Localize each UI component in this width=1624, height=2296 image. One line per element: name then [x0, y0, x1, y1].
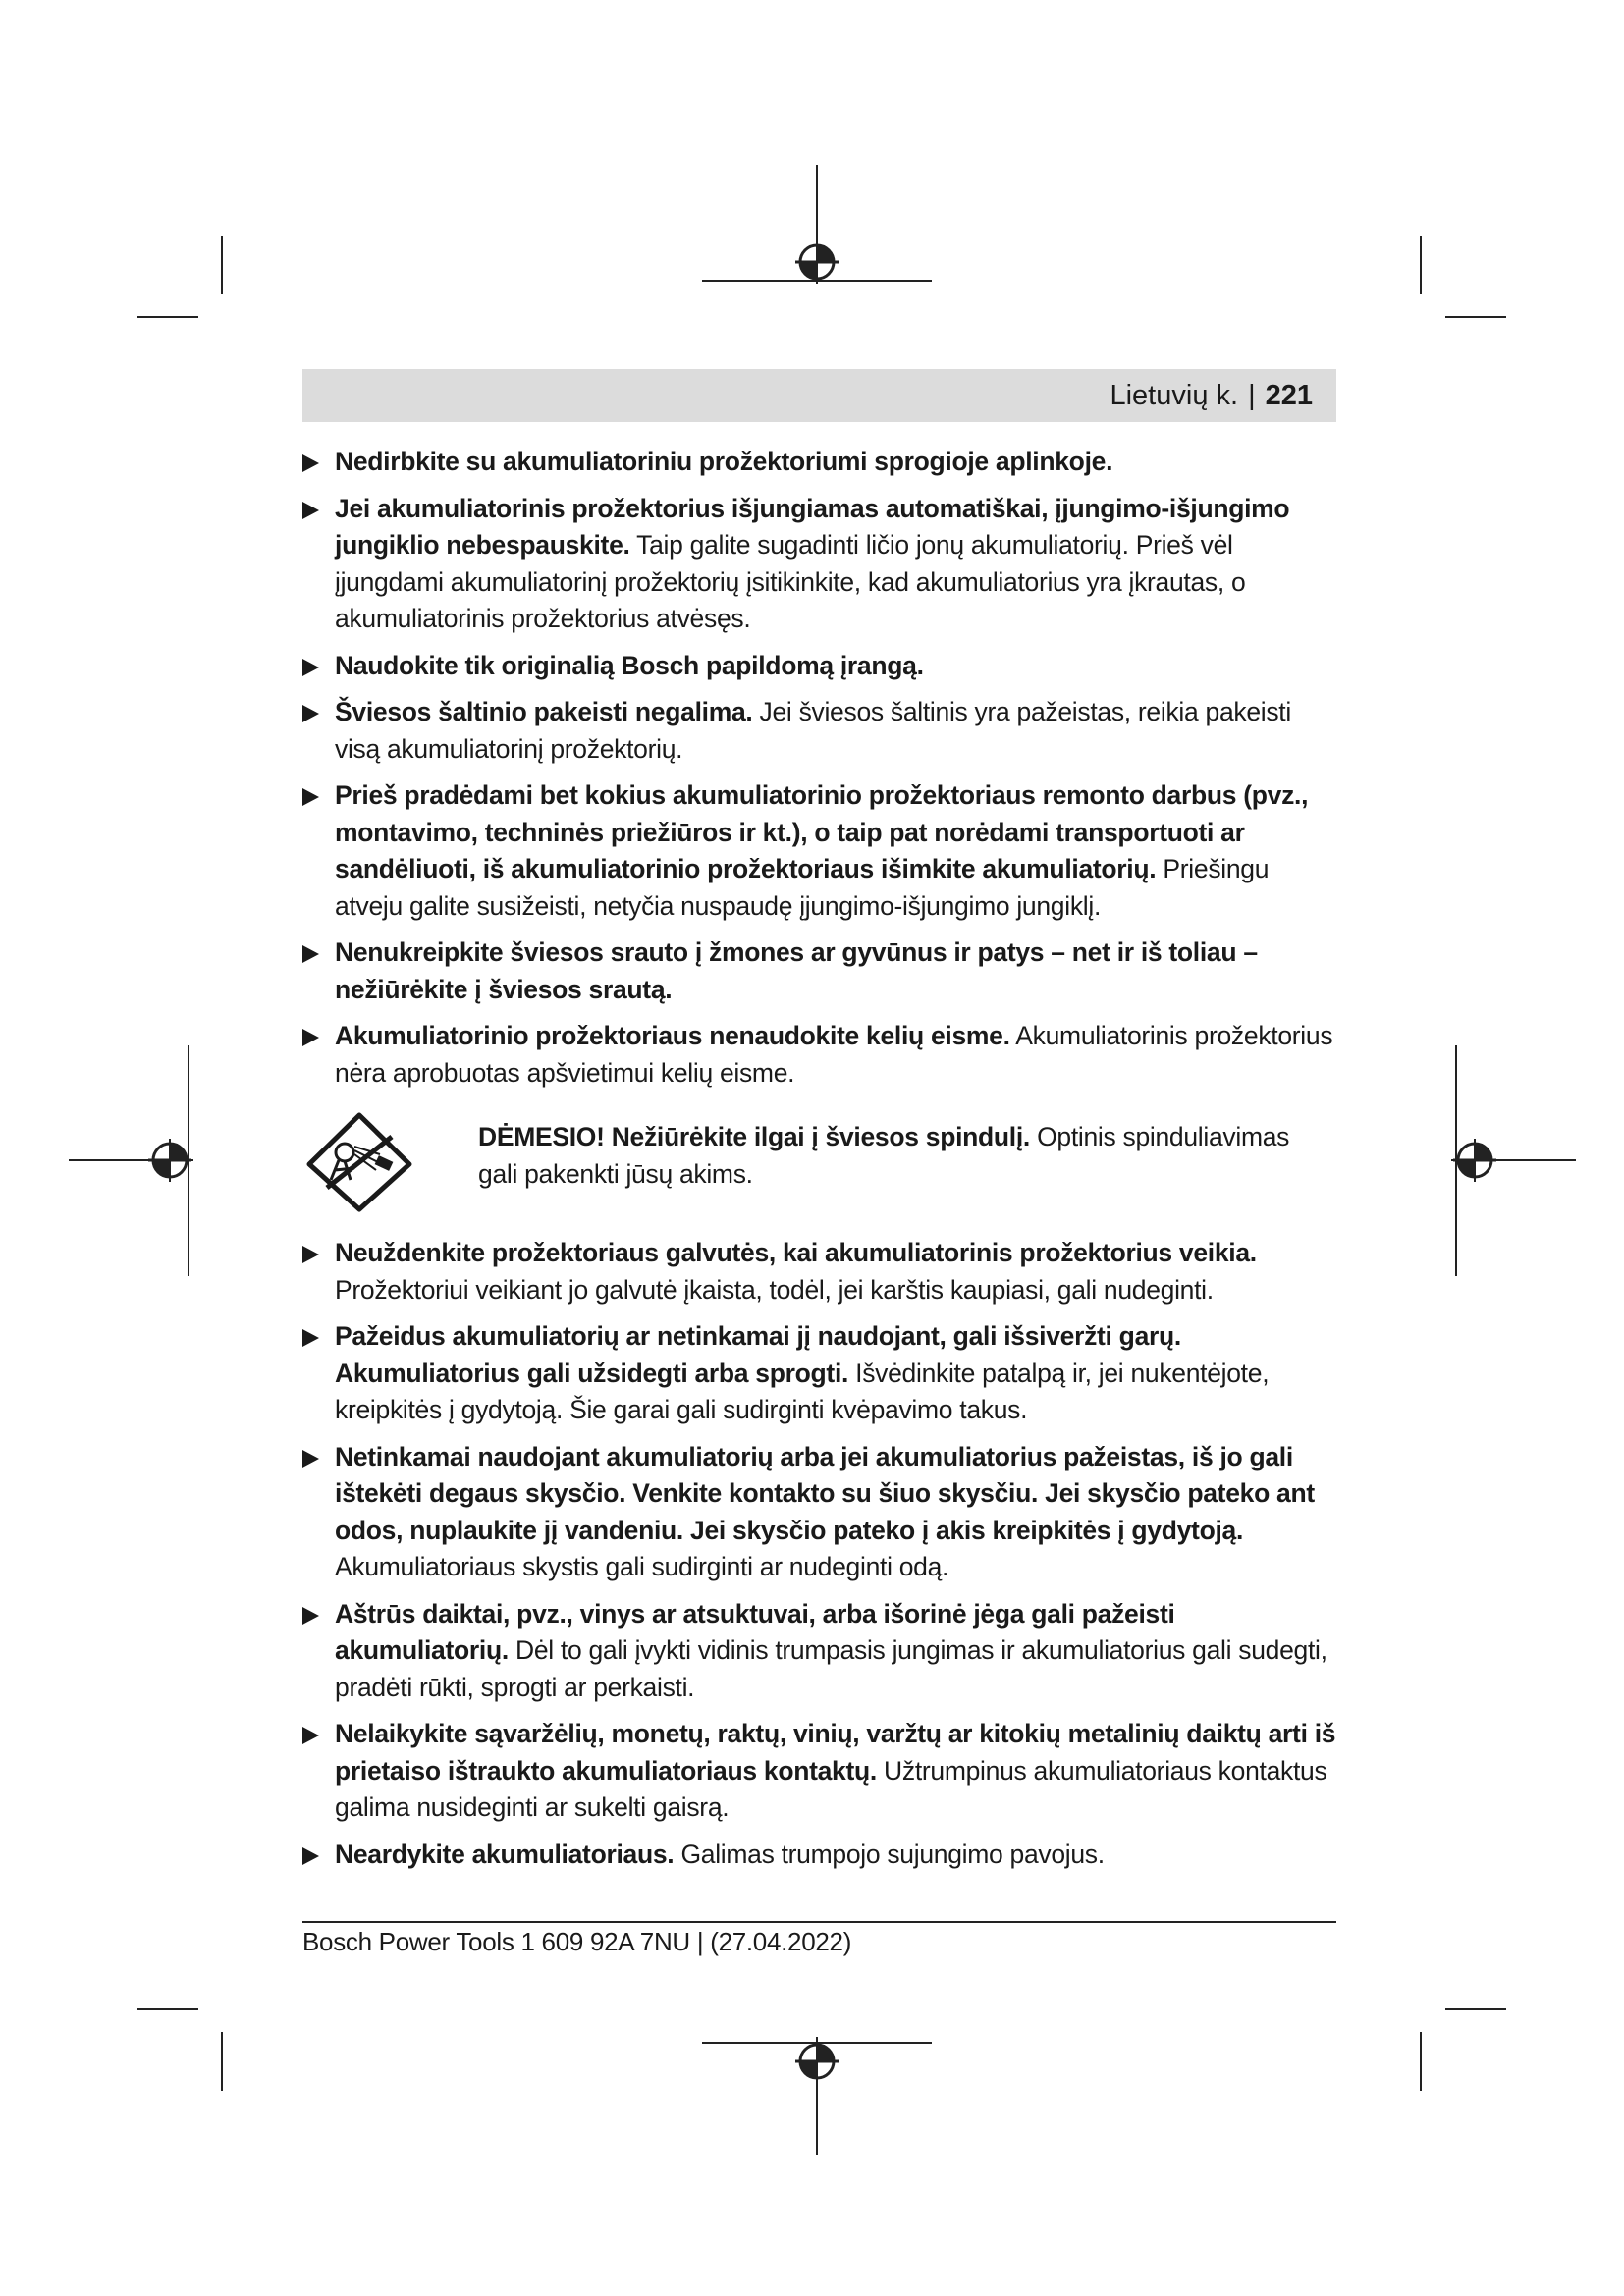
item-text: Dėl to gali įvykti vidinis trumpasis jungimas ir akumuliatorius gali sudegti, pradėti rūkti, sprogti ar perkaisti.: [335, 1635, 1327, 1702]
registration-target-icon: [702, 165, 938, 307]
header-separator: |: [1248, 379, 1256, 411]
list-item: [302, 1596, 1336, 1707]
crop-mark: [137, 2008, 198, 2010]
item-bold-text: Jei akumuliatorinis prožektorius išjungiamas automatiškai, įjungimo-išjungimo jungiklio nebespauskite.: [335, 493, 1290, 560]
list-item: [302, 1235, 1336, 1308]
item-bold-text: Pažeidus akumuliatorių ar netinkamai jį naudojant, gali išsiveržti garų. Akumuliatorius gali užsidegti arba sprogti.: [335, 1321, 1181, 1388]
bullet-triangle-icon: [302, 1847, 319, 1865]
bullet-triangle-icon: [302, 454, 319, 472]
registration-target-icon: [1448, 1045, 1576, 1281]
bullet-triangle-icon: [302, 1329, 319, 1347]
item-bold-text: Nenukreipkite šviesos srauto į žmones ar gyvūnus ir patys – net ir iš toliau – nežiūrėkite į šviesos srautą.: [335, 937, 1258, 1004]
item-bold-text: Akumuliatorinio prožektoriaus nenaudokite kelių eisme.: [335, 1021, 1010, 1050]
item-bold-text: Aštrūs daiktai, pvz., vinys ar atsuktuvai, arba išorinė jėga gali pažeisti akumuliatorių.: [335, 1598, 1175, 1665]
item-text: Akumuliatorinis prožektorius nėra aprobuotas apšvietimui kelių eisme.: [335, 1021, 1333, 1088]
item-text: Išvėdinkite patalpą ir, jei nukentėjote, kreipkitės į gydytoją. Šie garai gali sudirginti kvėpavimo takus.: [335, 1358, 1270, 1424]
bullet-triangle-icon: [302, 945, 319, 963]
item-bold-text: Prieš pradėdami bet kokius akumuliatorinio prožektoriaus remonto darbus (pvz., montavimo, techninės priežiūros ir kt.), o taip pat norėdami transportuoti ar sandėliuoti, iš akumuliatorinio prožektoriaus išimkite akumuliatorių.: [335, 780, 1309, 883]
warning-bold-text: DĖMESIO! Nežiūrėkite ilgai į šviesos spindulį.: [478, 1122, 1030, 1151]
list-item: [302, 934, 1336, 1008]
item-bold-text: Naudokite tik originalią Bosch papildomą įrangą.: [335, 650, 924, 680]
item-bold-text: Šviesos šaltinio pakeisti negalima.: [335, 697, 753, 726]
item-bold-text: Nelaikykite sąvaržėlių, monetų, raktų, vinių, varžtų ar kitokių metalinių daiktų arti iš prietaiso ištraukto akumuliatoriaus kontaktų.: [335, 1719, 1336, 1786]
item-bold-text: Neuždenkite prožektoriaus galvutės, kai akumuliatorinis prožektorius veikia.: [335, 1238, 1257, 1267]
crop-mark: [1420, 236, 1422, 294]
list-item: [302, 648, 1336, 685]
page-footer: Bosch Power Tools 1 609 92A 7NU | (27.04.2022): [302, 1927, 852, 1956]
list-item: [302, 694, 1336, 768]
bullet-triangle-icon: [302, 1246, 319, 1263]
registration-target-icon: [702, 1988, 938, 2160]
list-item: [302, 1716, 1336, 1827]
header-language: Lietuvių k.: [1110, 379, 1239, 411]
bullet-triangle-icon: [302, 788, 319, 806]
item-bold-text: Neardykite akumuliatoriaus.: [335, 1839, 675, 1869]
list-item: [302, 491, 1336, 638]
bullet-triangle-icon: [302, 1029, 319, 1046]
bullet-triangle-icon: [302, 1450, 319, 1468]
safety-instructions: [302, 444, 1336, 1883]
bullet-triangle-icon: [302, 502, 319, 519]
item-text: Taip galite sugadinti ličio jonų akumuliatorių. Prieš vėl įjungdami akumuliatorinį prožektorių įsitikinkite, kad akumuliatorius yra įkrautas, o akumuliatorinis prožektorius atvėsęs.: [335, 530, 1246, 633]
item-text: Galimas trumpojo sujungimo pavojus.: [674, 1839, 1105, 1869]
warning-block: [302, 1111, 1336, 1213]
bullet-triangle-icon: [302, 659, 319, 676]
item-text: Prožektoriui veikiant jo galvutė įkaista, todėl, jei karštis kaupiasi, gali nudeginti.: [335, 1274, 1214, 1305]
item-text: Priešingu atveju galite susižeisti, netyčia nuspaudę įjungimo-išjungimo jungiklį.: [335, 854, 1270, 921]
page-header: [302, 369, 1336, 422]
list-item: [302, 1439, 1336, 1586]
crop-mark: [221, 236, 223, 294]
list-item: [302, 777, 1336, 925]
footer-divider: [302, 1921, 1336, 1923]
bullet-triangle-icon: [302, 705, 319, 722]
registration-target-icon: [69, 1045, 196, 1281]
list-item: [302, 444, 1336, 481]
item-text: Akumuliatoriaus skystis gali sudirginti ar nudeginti odą.: [335, 1552, 949, 1581]
warning-text: Optinis spinduliavimas gali pakenkti jūsų akims.: [478, 1122, 1290, 1189]
bullet-triangle-icon: [302, 1727, 319, 1744]
list-item: [302, 1837, 1336, 1874]
list-item: [302, 1018, 1336, 1092]
page-number: 221: [1265, 379, 1313, 411]
crop-mark: [1445, 2008, 1506, 2010]
item-bold-text: Netinkamai naudojant akumuliatorių arba jei akumuliatorius pažeistas, iš jo gali ištekėti degaus skysčio. Venkite kontakto su šiuo skysčiu. Jei skysčio pateko ant odos, nuplaukite jį vandeniu. Jei skysčio pateko į akis kreipkitės į gydytoją.: [335, 1441, 1315, 1545]
item-text: Užtrumpinus akumuliatoriaus kontaktus galima nusideginti ar sukelti gaisrą.: [335, 1755, 1327, 1822]
bullet-triangle-icon: [302, 1607, 319, 1625]
list-item: [302, 1318, 1336, 1429]
item-bold-text: Nedirbkite su akumuliatoriniu prožektoriumi sprogioje aplinkoje.: [335, 447, 1113, 476]
crop-mark: [221, 2032, 223, 2091]
crop-mark: [1420, 2032, 1422, 2091]
crop-mark: [137, 316, 198, 318]
item-text: Jei šviesos šaltinis yra pažeistas, reikia pakeisti visą akumuliatorinį prožektorių.: [335, 697, 1291, 764]
no-staring-into-light-icon: [305, 1111, 413, 1213]
crop-mark: [1445, 316, 1506, 318]
